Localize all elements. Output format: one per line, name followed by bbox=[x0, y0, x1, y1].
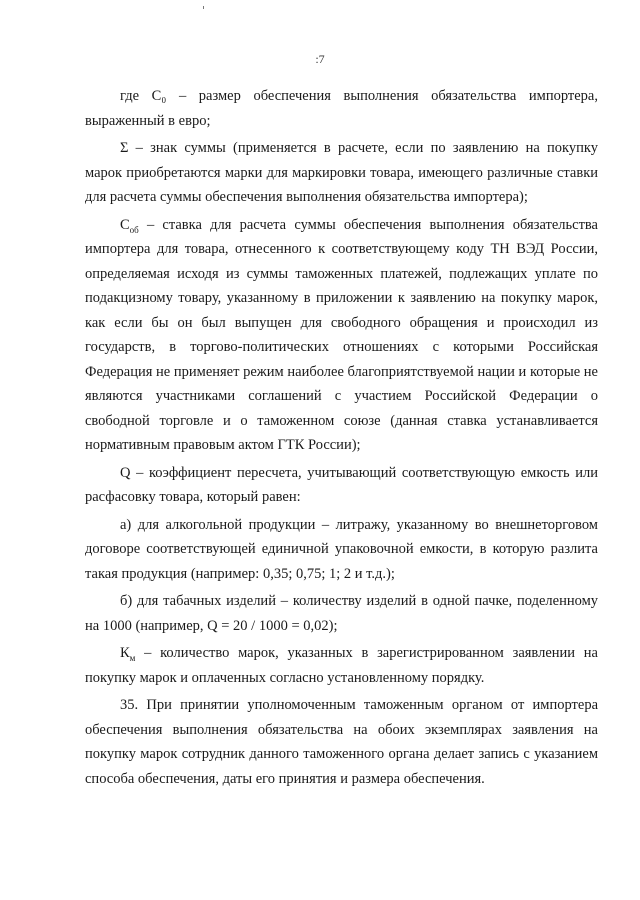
paragraph-q-definition bbox=[85, 461, 598, 510]
paragraph-text: – ставка для расчета суммы обеспечения выполнения обязательства импортера для товара, отнесенного к соответствующему коду ТН ВЭД России, определяемая исходя из суммы таможенных платежей, подлежащих уплате по подакцизному товару, указанному в приложении к заявлению на покупку марок, как если бы он был выпущен для свободного обращения и происходил из государств, в торгово-политических отношениях с которыми Российская Федерация не применяет режим наиболее благоприятствуемой нации и которые не являются участниками соглашений с участием Российской Федерации о свободной торговле и о таможенном союзе (данная ставка устанавливается нормативным правовым актом ГТК России); bbox=[85, 216, 598, 453]
paragraph-text: б) для табачных изделий – количеству изделий в одной пачке, поделенному на 1000 (например, Q = 20 / 1000 = 0,02); bbox=[85, 593, 598, 634]
cob-subscript: об bbox=[129, 224, 139, 235]
paragraph-km-definition bbox=[85, 641, 598, 690]
paragraph-text: – количество марок, указанных в зарегистрированном заявлении на покупку марок и оплаченных согласно установленному порядку. bbox=[85, 645, 598, 686]
km-subscript: м bbox=[129, 652, 136, 663]
paragraph-text: где C₀ – размер обеспечения выполнения обязательства импортера, выраженный в евро; bbox=[85, 88, 598, 129]
paragraph-item-35 bbox=[85, 693, 598, 791]
paragraph-alcohol-item bbox=[85, 513, 598, 587]
paragraph-text: 35. При принятии уполномоченным таможенным органом от импортера обеспечения выполнения обязательства на обоих экземплярах заявления на покупку марок сотрудник данного таможенного органа делает запись с указанием способа обеспечения, даты его принятия и размера обеспечения. bbox=[85, 697, 598, 787]
page-number: :7 bbox=[315, 52, 325, 66]
paragraph-tobacco-item bbox=[85, 589, 598, 638]
paragraph-cob-definition bbox=[85, 213, 598, 458]
paragraph-text: – знак суммы (применяется в расчете, если по заявлению на покупку марок приобретаются марки для маркировки товара, имеющего различные ставки для расчета суммы обеспечения выполнения обязательства импортера); bbox=[85, 140, 598, 205]
paragraph-text: а) для алкогольной продукции – литражу, указанному во внешнеторговом договоре соответствующей единичной упаковочной емкости, в которую разлита такая продукция (например: 0,35; 0,75; 1; 2 и т.д.); bbox=[85, 516, 598, 582]
scan-speck bbox=[203, 6, 204, 9]
sum-symbol: Σ bbox=[120, 140, 129, 156]
paragraph-text: Q – коэффициент пересчета, учитывающий соответствующую емкость или расфасовку товара, который равен: bbox=[85, 464, 598, 505]
paragraph-sum-sign-definition bbox=[85, 136, 598, 210]
document-body bbox=[85, 84, 598, 791]
cob-symbol: С bbox=[120, 216, 130, 233]
paragraph-c0-definition bbox=[85, 84, 598, 133]
km-symbol: К bbox=[120, 645, 130, 661]
